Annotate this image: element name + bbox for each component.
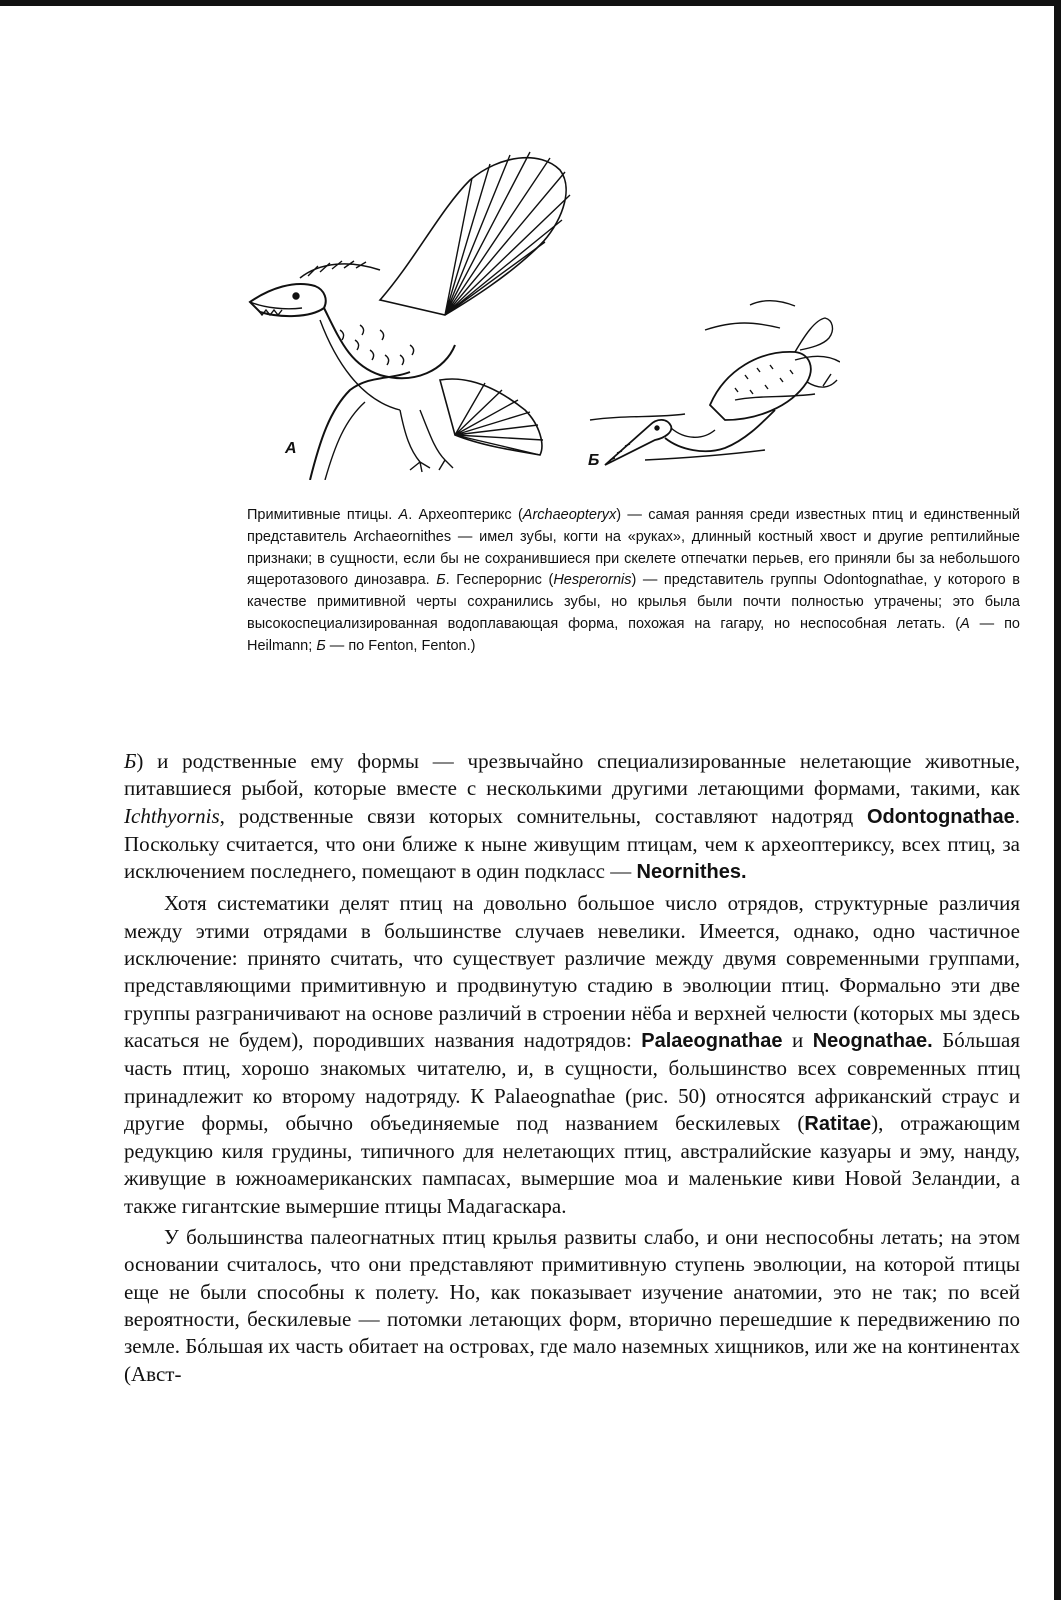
archaeopteryx-illustration (240, 150, 580, 480)
figure-label-a: А (285, 440, 297, 457)
caption-text-1: . Археоптерикс ( (408, 507, 523, 523)
p2-text-b: Бóльшая часть птиц, хорошо знакомых читателю, и, в сущности, большинство всех современных птиц принадлежит ко второму надотряду. К Palaeognathae (рис. 50) относятся африканский страус и другие формы, обычно объединяемые под названием бескилевых ( (124, 1027, 1020, 1135)
caption-mark-b-credit: Б (316, 637, 326, 654)
p1-text-a: ) и родственные ему формы — чрезвычайно специализированные нелетающие животные, питавшиеся рыбой, которые вместе с несколькими другими летающими формами, такими, как (124, 749, 1020, 801)
caption-hesperornis: Hesperornis (553, 572, 632, 589)
caption-text-2: ) — самая ранняя среди известных птиц и единственный представитель Archaeornithes — имел зубы, когти на «руках», длинный костный хвост и другие рептилийные признаки; в сущности, если бы не сохранившиеся при скелете отпечатки перьев, его приняли бы за небольшого ящеротазового динозавра. (247, 507, 1020, 589)
term-neornithes: Neornithes. (636, 861, 747, 884)
term-palaeognathae: Palaeognathae (641, 1029, 783, 1052)
caption-text-3: . Гесперорнис ( (445, 572, 554, 589)
term-odontognathae: Odontognathae (866, 805, 1015, 828)
caption-text-6: — по Fenton, Fenton.) (325, 637, 476, 654)
figure-primitive-birds (240, 150, 840, 485)
paragraph-1 (124, 748, 1020, 886)
page-top-border (0, 0, 1061, 6)
p2-text-c: ), отражающим редукцию киля грудины, типичного для нелетающих птиц, австралийские казуары и эму, нанду, живущие в южноамериканских пампасах, вымершие моа и маленькие киви Новой Зеландии, а также гигантские вымершие птицы Мадагаскара. (124, 1110, 1021, 1218)
caption-text-4: ) — представитель группы Odontognathae, у которого в качестве примитивной черты сохранились зубы, но крылья были почти полностью утрачены; это была высокоспециализированная водоплавающая форма, похожая на гагару, но неспособная летать. ( (247, 572, 1020, 632)
caption-mark-a: А (398, 507, 409, 523)
p2-text-a: Хотя систематики делят птиц на довольно большое число отрядов, структурные различия между этими отрядами в большинстве случаев невелики. Имеется, однако, одно частичное исключение: принято считать, что существует различие между двумя современными группами, представляющими примитивную и продвинутую стадию в эволюции птиц. Формально эти две группы разграничивают на основе различий в строении нёба и верхней челюсти (которых мы здесь касаться не будем), породивших названия надотрядов: (124, 891, 1020, 1052)
p2-and: и (782, 1027, 813, 1052)
term-ichthyornis: Ichthyornis (124, 803, 220, 828)
term-neognathae: Neognathae. (812, 1029, 933, 1052)
caption-archaeopteryx: Archaeopteryx (522, 507, 617, 523)
paragraph-3: У большинства палеогнатных птиц крылья развиты слабо, и они неспособны летать; на этом основании считалось, что они представляют примитивную ступень эволюции, на которой птицы еще не были способны к полету. Но, как показывает изучение анатомии, это не так; по всей вероятности, бескилевые — потомки летающих форм, вторично перешедшие к передвижению по земле. Бóльшая их часть обитает на островах, где мало наземных хищников, или же на континентах (Авст- (124, 1225, 1020, 1386)
figure-caption (247, 505, 1020, 658)
caption-mark-a-credit: А (960, 615, 970, 632)
page-right-border (1054, 0, 1061, 1600)
caption-text-5: — по Heilmann; (247, 615, 1020, 654)
body-text (124, 748, 1020, 1392)
caption-mark-b: Б (436, 572, 446, 589)
p1-text-c: . Поскольку считается, что они ближе к ныне живущим птицам, чем к археоптериксу, всех птиц, за исключением последнего, помещают в один подкласс — (124, 803, 1020, 884)
p1-mark: Б (124, 749, 137, 773)
caption-lead: Примитивные птицы. (247, 507, 399, 523)
p1-text-b: , родственные связи которых сомнительны, составляют надотряд (219, 803, 867, 828)
term-ratitae: Ratitae (804, 1112, 872, 1135)
hesperornis-illustration (585, 290, 840, 475)
paragraph-2 (124, 890, 1020, 1220)
figure-label-b: Б (588, 452, 600, 469)
